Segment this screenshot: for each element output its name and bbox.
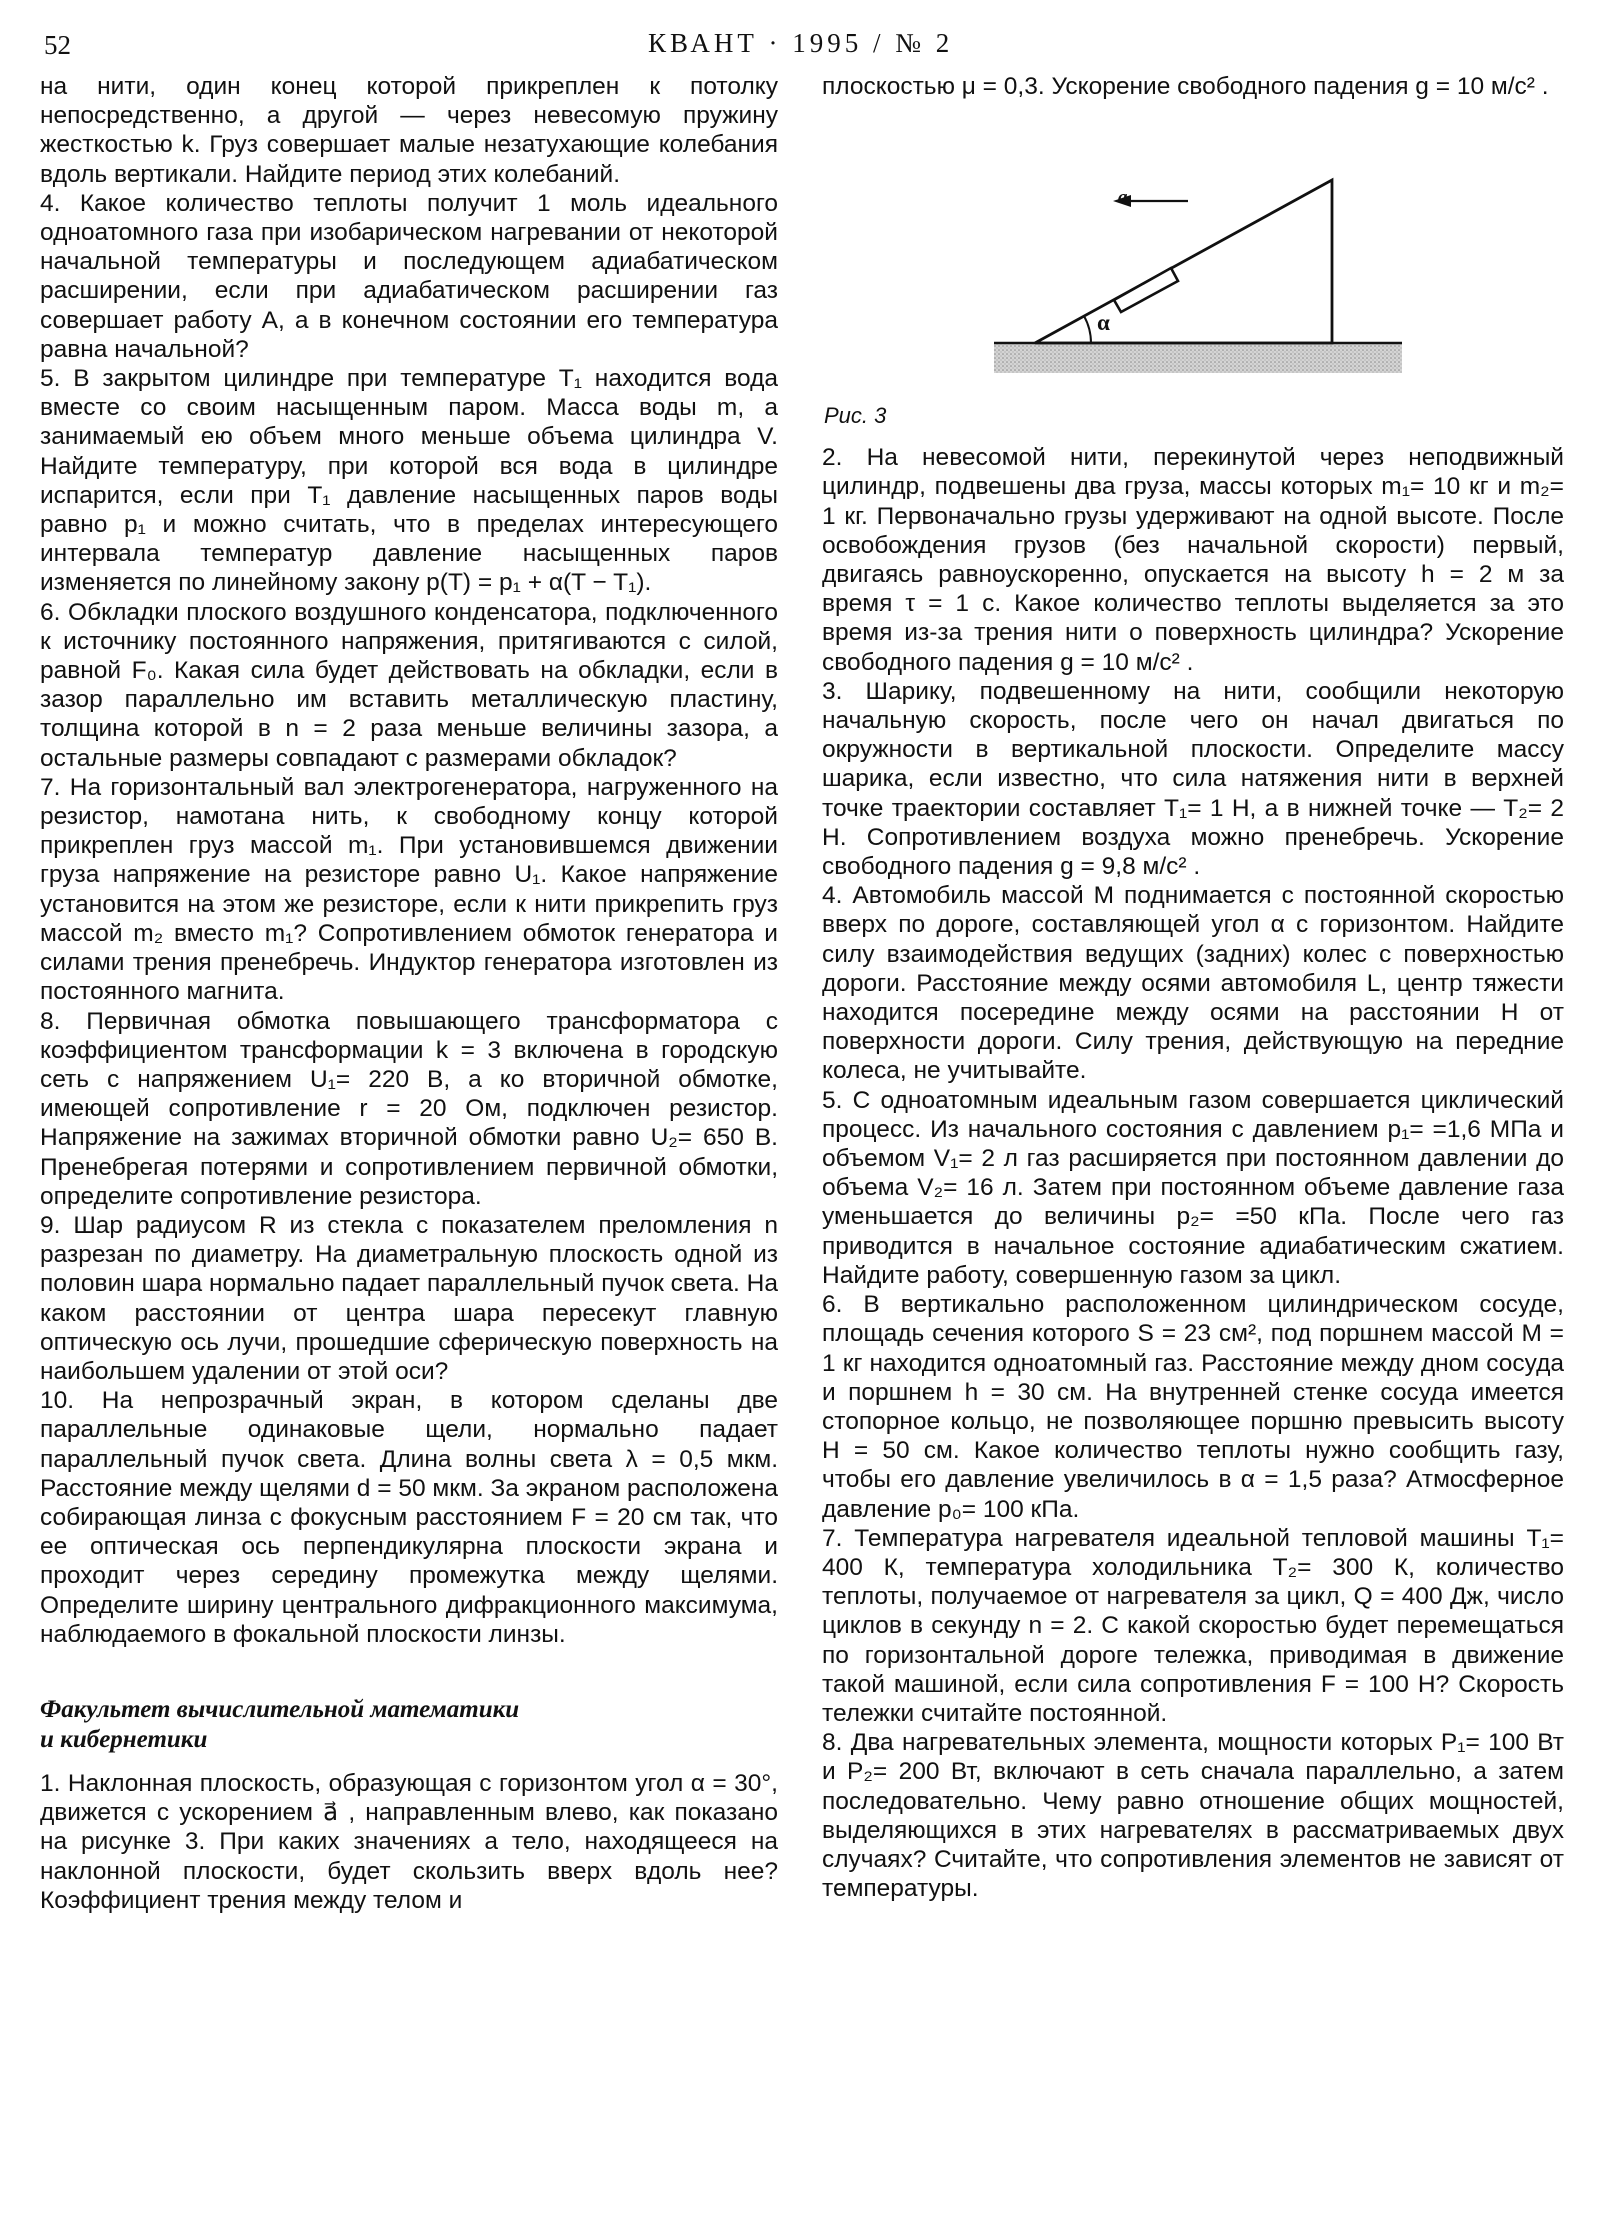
block-on-incline bbox=[1114, 268, 1178, 312]
figure-caption: Рис. 3 bbox=[824, 403, 887, 429]
problem-4: 4. Какое количество теплоты получит 1 моль идеального одноатомного газа при изобарическом нагревании от некоторой начальной температуры и последующем адиабатическом расширении, если при адиабатическом расширении газ совершает работу A, а в конечном состоянии его температура равна начальной? bbox=[40, 189, 778, 363]
problem-6: 6. Обкладки плоского воздушного конденсатора, подключенного к источнику постоянного напряжения, притягиваются с силой, равной F₀. Какая сила будет действовать на обкладки, если в зазор параллельно им вставить металлическую пластину, толщина которой в n = 2 раза меньше величины зазора, а остальные размеры совпадают с размерами обкладок? bbox=[40, 598, 778, 772]
problem-3: 3. Шарику, подвешенному на нити, сообщили некоторую начальную скорость, после чего он начал двигаться по окружности в вертикальной плоскости. Определите массу шарика, если известно, что сила натяжения нити в верхней точке траектории составляет T₁= 1 Н, а в нижней точке — T₂= 2 Н. Сопротивлением воздуха можно пренебречь. Ускорение свободного падения g = 9,8 м/с² . bbox=[822, 677, 1564, 881]
angle-arc bbox=[1084, 316, 1091, 343]
problem-1: 1. Наклонная плоскость, образующая с горизонтом угол α = 30°, движется с ускорением a⃗ , направленным влево, как показано на рисунке 3. При каких значениях a тело, находящееся на наклонной плоскости, будет скользить вверх вдоль нее? Коэффициент трения между телом и bbox=[40, 1769, 778, 1914]
problem-8-right: 8. Два нагревательных элемента, мощности которых P₁= 100 Вт и P₂= 200 Вт, включают в сеть сначала параллельно, а затем последовательно. Чему равно отношение общих мощностей, выделяющихся в этих нагревателях в рассматриваемых двух случаях? Считайте, что сопротивления элементов не зависят от температуры. bbox=[822, 1729, 1564, 1903]
section-heading-line-2: и кибернетики bbox=[40, 1725, 208, 1753]
page-header bbox=[40, 22, 1560, 66]
problem-6-right: 6. В вертикально расположенном цилиндрическом сосуде, площадь сечения которого S = 23 см², под поршнем массой M = 1 кг находится одноатомный газ. Расстояние между дном сосуда и поршнем h = 30 см. На внутренней стенке сосуда имеется стопорное кольцо, не позволяющее поршню превысить высоту H = 50 см. Какое количество теплоты нужно сообщить газу, чтобы его давление увеличилось в α = 1,5 раза? Атмосферное давление p₀= 100 кПа. bbox=[822, 1291, 1564, 1523]
incline-wedge bbox=[1035, 180, 1332, 343]
figure-inclined-plane bbox=[822, 105, 1564, 429]
right-column bbox=[822, 72, 1564, 1903]
section-heading-line-1: Факультет вычислительной математики bbox=[40, 1695, 520, 1723]
problem-10: 10. На непрозрачный экран, в котором сделаны две параллельные одинаковые щели, нормально падает параллельный пучок света. Длина волны света λ = 0,5 мкм. Расстояние между щелями d = 50 мкм. За экраном расположена собирающая линза с фокусным расстоянием F = 20 см так, что ее оптическая ось перпендикулярна плоскости экрана и проходит через середину промежутка между щелями. Определите ширину центрального дифракционного максимума, наблюдаемого в фокальной плоскости линзы. bbox=[40, 1387, 778, 1648]
problem-5-right: 5. С одноатомным идеальным газом совершается циклический процесс. Из начального состояния с давлением p₁= =1,6 МПа и объемом V₁= 2 л газ расширяется при постоянном давлении до объема V₂= 16 л. Затем при постоянном объеме давление газа уменьшается до величины p₂= =50 кПа. После чего газ приводится в начальное состояние адиабатическим сжатием. Найдите работу, совершенную газом за цикл. bbox=[822, 1086, 1564, 1289]
problem-2: 2. На невесомой нити, перекинутой через неподвижный цилиндр, подвешены два груза, массы которых m₁= 10 кг и m₂= 1 кг. Первоначально грузы удерживают на одной высоте. После освобождения грузов (без начальной скорости) первый, двигаясь равноускоренно, опускается на высоту h = 2 м за время τ = 1 с. Какое количество теплоты выделяется за это время из-за трения нити о поверхность цилиндра? Ускорение свободного падения g = 10 м/с² . bbox=[822, 444, 1564, 676]
right-problems bbox=[822, 443, 1564, 1903]
left-column bbox=[40, 72, 778, 1915]
problem-text: на нити, один конец которой прикреплен к потолку непосредственно, а другой — через невесомую пружину жесткостью k. Груз совершает малые незатухающие колебания вдоль вертикали. Найдите период этих колебаний. bbox=[40, 73, 778, 188]
problem-4-right: 4. Автомобиль массой M поднимается с постоянной скоростью вверх по дороге, составляющей угол α с горизонтом. Найдите силу взаимодействия ведущих (задних) колес с поверхностью дороги. Расстояние между осями автомобиля L, центр тяжести находится посередине между осями на расстоянии H от поверхности дороги. Силу трения, действующую на передние колеса, не учитывайте. bbox=[822, 882, 1564, 1085]
section-heading bbox=[40, 1695, 778, 1755]
label-acceleration: a bbox=[1118, 187, 1128, 209]
page-number: 52 bbox=[44, 30, 71, 60]
inclined-plane-diagram bbox=[822, 105, 1564, 405]
problem-9: 9. Шар радиусом R из стекла с показателем преломления n разрезан по диаметру. На диаметральную плоскость одной из половин шара нормально падает параллельный пучок света. На каком расстоянии от центра шара пересекут главную оптическую ось лучи, прошедшие сферическую поверхность на наибольшем удалении от этой оси? bbox=[40, 1211, 778, 1385]
problem-7: 7. На горизонтальный вал электрогенератора, нагруженного на резистор, намотана нить, к свободному концу которой прикреплен груз массой m₁. При установившемся движении груза напряжение на резисторе равно U₁. Какое напряжение установится на этом же резисторе, если к нити прикрепить груз массой m₂ вместо m₁? Сопротивлением обмоток генератора и силами трения пренебречь. Индуктор генератора изготовлен из постоянного магнита. bbox=[40, 773, 778, 1006]
ground-hatch bbox=[994, 343, 1402, 373]
journal-title: КВАНТ · 1995 / № 2 bbox=[648, 28, 954, 58]
problem-7-right: 7. Температура нагревателя идеальной тепловой машины T₁= 400 К, температура холодильника T₂= 300 К, количество теплоты, получаемое от нагревателя за цикл, Q = 400 Дж, число циклов в секунду n = 2. С какой скоростью будет перемещаться по горизонтальной дороге тележка, приводимая в движение такой машиной, если сила сопротивления F = 100 Н? Скорость тележки считайте постоянной. bbox=[822, 1524, 1564, 1727]
problem-5: 5. В закрытом цилиндре при температуре T₁ находится вода вместе со своим насыщенным паром. Масса воды m, а занимаемый ею объем много меньше объема цилиндра V. Найдите температуру, при которой вся вода в цилиндре испарится, если при T₁ давление насыщенных паров воды равно p₁ и можно считать, что в пределах интересующего интервала температур давление насыщенных паров изменяется по линейному закону p(T) = p₁ + α(T − T₁). bbox=[40, 365, 778, 597]
problem-8: 8. Первичная обмотка повышающего трансформатора с коэффициентом трансформации k = 3 включена в городскую сеть с напряжением U₁= 220 В, а ко вторичной обмотке, имеющей сопротивление r = 20 Ом, подключен резистор. Напряжение на зажимах вторичной обмотки равно U₂= 650 В. Пренебрегая потерями и сопротивлением первичной обмотки, определите сопротивление резистора. bbox=[40, 1007, 778, 1210]
problem-continuation: плоскостью μ = 0,3. Ускорение свободного падения g = 10 м/с² . bbox=[822, 73, 1549, 100]
label-angle: α bbox=[1097, 310, 1110, 336]
